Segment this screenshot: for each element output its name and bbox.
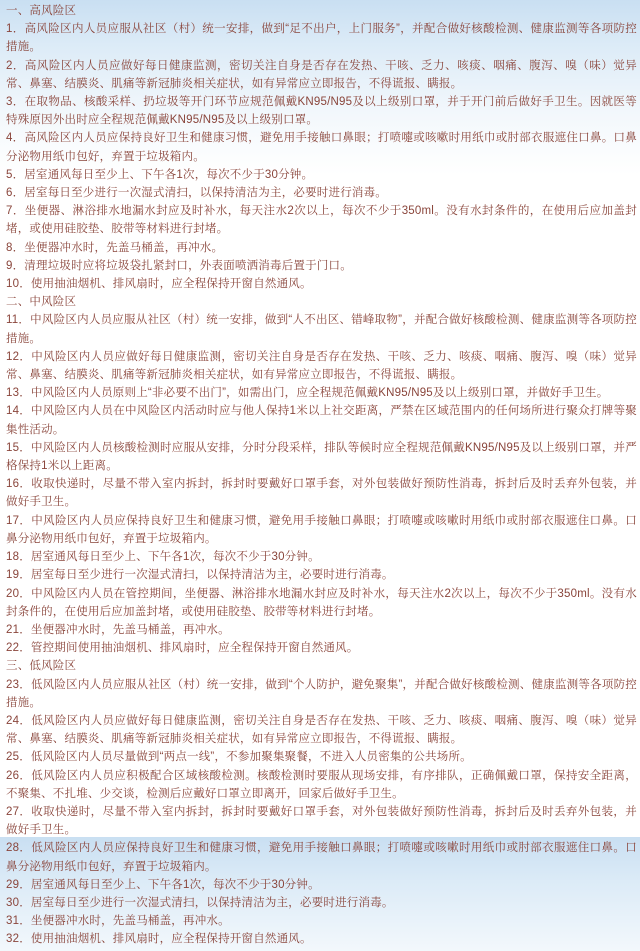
section-high-risk (6, 2, 637, 293)
guideline-item: 9．清理垃圾时应将垃圾袋扎紧封口，外表面喷洒消毒后置于门口。 (6, 259, 352, 272)
guideline-item: 25．低风险区内人员尽量做到“两点一线”，不参加聚集聚餐，不进入人员密集的公共场所。 (6, 751, 472, 764)
section-low-risk (6, 657, 637, 948)
guideline-item: 11．中风险区内人员应服从社区（村）统一安排，做到“人不出区、错峰取物”，并配合做好核酸检测、健康监测等各项防控措施。 (6, 314, 637, 345)
section-heading: 一、高风险区 (6, 5, 77, 17)
guideline-item: 27．收取快递时，尽量不带入室内拆封，拆封时要戴好口罩手套，对外包装做好预防性消毒，拆封后及时丢弃外包装，并做好手卫生。 (6, 805, 637, 837)
guideline-item: 5．居室通风每日至少上、下午各1次，每次不少于30分钟。 (6, 168, 314, 181)
section-heading: 三、低风险区 (6, 660, 77, 673)
guideline-item: 14．中风险区内人员在中风险区内活动时应与他人保持1米以上社交距离，严禁在区域范围内的任何场所进行聚众打牌等聚集性活动。 (6, 405, 637, 436)
guideline-item: 24．低风险区内人员应做好每日健康监测，密切关注自身是否存在发热、干咳、乏力、咳痰、咽痛、腹泻、嗅（味）觉异常、鼻塞、结膜炎、肌痛等新冠肺炎相关症状，如有异常应立即报告，不得谎报、瞒报。 (6, 714, 637, 746)
guideline-item: 26．低风险区内人员应积极配合区域核酸检测。核酸检测时要服从现场安排，有序排队，正确佩戴口罩，保持安全距离，不聚集、不扎堆、少交谈，检测后应戴好口罩立即离开，回家后做好手卫生。 (6, 769, 637, 800)
section-heading: 二、中风险区 (6, 296, 77, 309)
guideline-item: 18．居室通风每日至少上、下午各1次，每次不少于30分钟。 (6, 551, 320, 564)
guideline-item: 23．低风险区内人员应服从社区（村）统一安排，做到“个人防护，避免聚集”，并配合做好核酸检测、健康监测等各项防控措施。 (6, 678, 637, 709)
guideline-item: 16．收取快递时，尽量不带入室内拆封，拆封时要戴好口罩手套，对外包装做好预防性消毒，拆封后及时丢弃外包装，并做好手卫生。 (6, 478, 637, 509)
section-medium-risk (6, 293, 637, 657)
guideline-item: 15．中风险区内人员核酸检测时应服从安排，分时分段采样，排队等候时应全程规范佩戴KN95/N95及以上级别口罩，并严格保持1米以上距离。 (6, 441, 637, 473)
guideline-item: 30．居室每日至少进行一次湿式清扫，以保持清洁为主，必要时进行消毒。 (6, 896, 394, 909)
guideline-item: 2．高风险区内人员应做好每日健康监测，密切关注自身是否存在发热、干咳、乏力、咳痰、咽痛、腹泻、嗅（味）觉异常、鼻塞、结膜炎、肌痛等新冠肺炎相关症状，如有异常应立即报告，不得谎报、瞒报。 (6, 59, 637, 90)
guideline-item: 8．坐便器冲水时，先盖马桶盖，再冲水。 (6, 241, 224, 254)
guideline-item: 22．管控期间使用抽油烟机、排风扇时，应全程保持开窗自然通风。 (6, 642, 359, 655)
guideline-item: 13．中风险区内人员原则上“非必要不出门”，如需出门，应全程规范佩戴KN95/N95及以上级别口罩，并做好手卫生。 (6, 387, 609, 400)
guideline-item: 3．在取物品、核酸采样、扔垃圾等开门环节应规范佩戴KN95/N95及以上级别口罩，并于开门前后做好手卫生。因就医等特殊原因外出时应全程规范佩戴KN95/N95及以上级别口罩。 (6, 96, 637, 127)
guideline-item: 28．低风险区内人员应保持良好卫生和健康习惯，避免用手接触口鼻眼；打喷嚏或咳嗽时用纸巾或肘部衣服遮住口鼻。口鼻分泌物用纸巾包好，弃置于垃圾箱内。 (6, 842, 637, 873)
guideline-item: 6．居室每日至少进行一次湿式清扫，以保持清洁为主，必要时进行消毒。 (6, 187, 387, 200)
guideline-item: 10．使用抽油烟机、排风扇时，应全程保持开窗自然通风。 (6, 278, 312, 291)
guideline-item: 17．中风险区内人员应保持良好卫生和健康习惯，避免用手接触口鼻眼；打喷嚏或咳嗽时用纸巾或肘部衣服遮住口鼻。口鼻分泌物用纸巾包好，弃置于垃圾箱内。 (6, 514, 637, 545)
guideline-item: 7．坐便器、淋浴排水地漏水封应及时补水，每天注水2次以上，每次不少于350ml。没有水封条件的，在使用后应加盖封堵，或使用硅胶垫、胶带等材料进行封堵。 (6, 205, 637, 236)
guideline-item: 12．中风险区内人员应做好每日健康监测，密切关注自身是否存在发热、干咳、乏力、咳痰、咽痛、腹泻、嗅（味）觉异常、鼻塞、结膜炎、肌痛等新冠肺炎相关症状，如有异常应立即报告，不得谎报、瞒报。 (6, 350, 637, 382)
guideline-item: 32．使用抽油烟机、排风扇时，应全程保持开窗自然通风。 (6, 933, 312, 946)
guideline-item: 31．坐便器冲水时，先盖马桶盖，再冲水。 (6, 915, 230, 928)
guideline-item: 1．高风险区内人员应服从社区（村）统一安排，做到“足不出户，上门服务”，并配合做好核酸检测、健康监测等各项防控措施。 (6, 23, 637, 54)
guideline-item: 4．高风险区内人员应保持良好卫生和健康习惯，避免用手接触口鼻眼；打喷嚏或咳嗽时用纸巾或肘部衣服遮住口鼻。口鼻分泌物用纸巾包好，弃置于垃圾箱内。 (6, 132, 637, 163)
guideline-item: 29．居室通风每日至少上、下午各1次，每次不少于30分钟。 (6, 878, 320, 891)
guideline-item: 19．居室每日至少进行一次湿式清扫，以保持清洁为主，必要时进行消毒。 (6, 569, 394, 582)
guideline-item: 20．中风险区内人员在管控期间，坐便器、淋浴排水地漏水封应及时补水，每天注水2次以上，每次不少于350ml。没有水封条件的，在使用后应加盖封堵，或使用硅胶垫、胶带等材料进行封堵。 (6, 587, 637, 618)
guideline-item: 21．坐便器冲水时，先盖马桶盖，再冲水。 (6, 623, 230, 636)
